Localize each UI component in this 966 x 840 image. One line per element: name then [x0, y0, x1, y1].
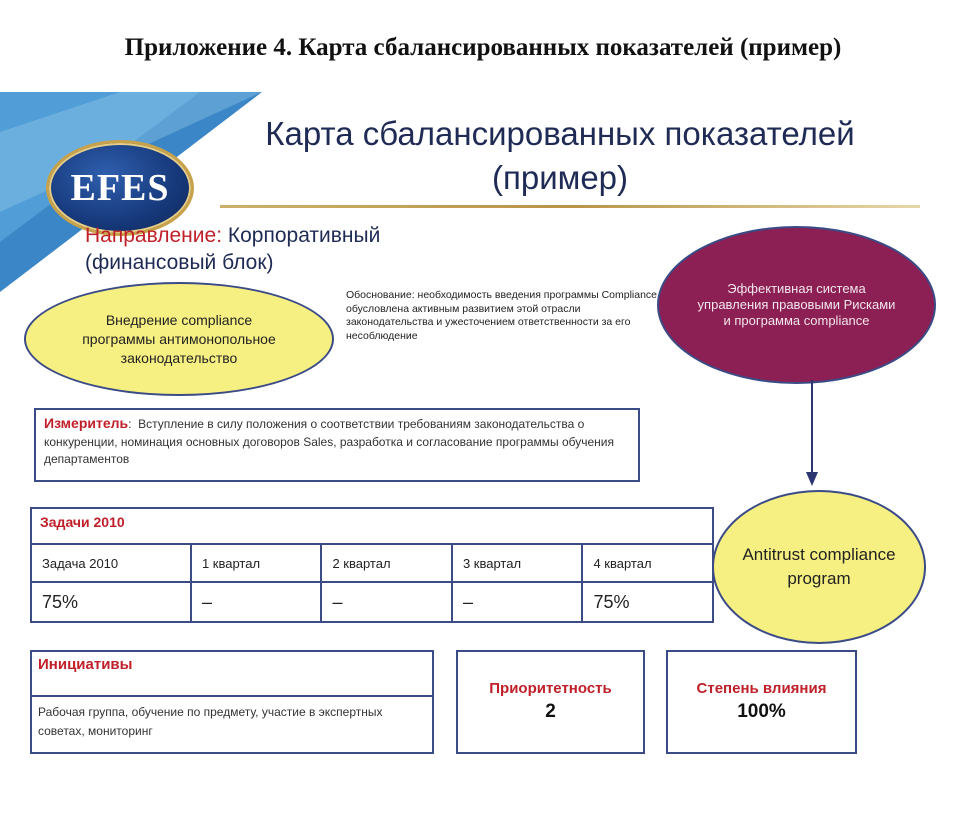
table-header-cell: Задача 2010	[31, 544, 191, 582]
table-header-cell: 3 квартал	[452, 544, 583, 582]
tasks-title: Задачи 2010	[40, 514, 125, 530]
program-ellipse-text: Antitrust compliance program	[742, 545, 896, 588]
goal-ellipse	[24, 282, 334, 396]
slide-title-line2: (пример)	[491, 159, 629, 196]
title-divider	[220, 205, 920, 208]
table-header-cell: 4 квартал	[582, 544, 713, 582]
table-header-cell: 1 квартал	[191, 544, 322, 582]
rationale-text: Обоснование: необходимость введения программы Compliance обусловлена активным развитием этой отрасли законодательства и ужесточением ответственности за его несоблюдение	[346, 289, 658, 342]
goal-ellipse-text: Внедрение compliance программы антимонопольное законодательство	[82, 311, 276, 366]
program-ellipse	[712, 490, 926, 644]
table-cell: –	[191, 582, 322, 622]
impact-value: 100%	[737, 701, 786, 722]
initiatives-title: Инициативы	[38, 656, 133, 673]
direction-block	[85, 222, 505, 276]
direction-value-2: (финансовый блок)	[85, 251, 274, 274]
table-cell: 75%	[582, 582, 713, 622]
slide-title-line1: Карта сбалансированных показателей	[265, 115, 855, 152]
table-cell: –	[452, 582, 583, 622]
direction-value: Корпоративный	[227, 224, 381, 247]
table-cell: 75%	[31, 582, 191, 622]
slide-title	[190, 112, 930, 200]
tasks-table	[30, 543, 714, 623]
priority-label: Приоритетность	[489, 680, 612, 697]
table-header-cell: 2 квартал	[321, 544, 452, 582]
table-header-row	[31, 544, 713, 582]
meter-label: Измеритель	[44, 415, 129, 431]
initiatives-divider	[30, 695, 434, 697]
direction-label: Направление:	[85, 224, 223, 247]
page-heading: Приложение 4. Карта сбалансированных показателей (пример)	[124, 34, 842, 61]
meter-text: Вступление в силу положения о соответствии требованиям законодательства о конкуренции, номинация основных договоров Sales, разработка и согласование программы обучения департаментов	[44, 417, 614, 466]
strategic-goal-text: Эффективная система управления правовыми Рисками и программа compliance	[697, 281, 896, 328]
logo-text: EFES	[70, 167, 170, 209]
priority-box	[456, 650, 645, 754]
table-row	[31, 582, 713, 622]
meter-box: Измеритель: Вступление в силу положения о соответствии требованиям законодательства о конкуренции, номинация основных договоров Sales, разработка и согласование программы обучения департаментов	[34, 408, 640, 482]
priority-value: 2	[545, 701, 556, 722]
strategic-goal-ellipse	[657, 226, 936, 384]
impact-box	[666, 650, 857, 754]
initiatives-text: Рабочая группа, обучение по предмету, участие в экспертных советах, мониторинг	[38, 705, 383, 738]
table-cell: –	[321, 582, 452, 622]
impact-label: Степень влияния	[696, 680, 827, 697]
down-arrow	[810, 380, 814, 486]
